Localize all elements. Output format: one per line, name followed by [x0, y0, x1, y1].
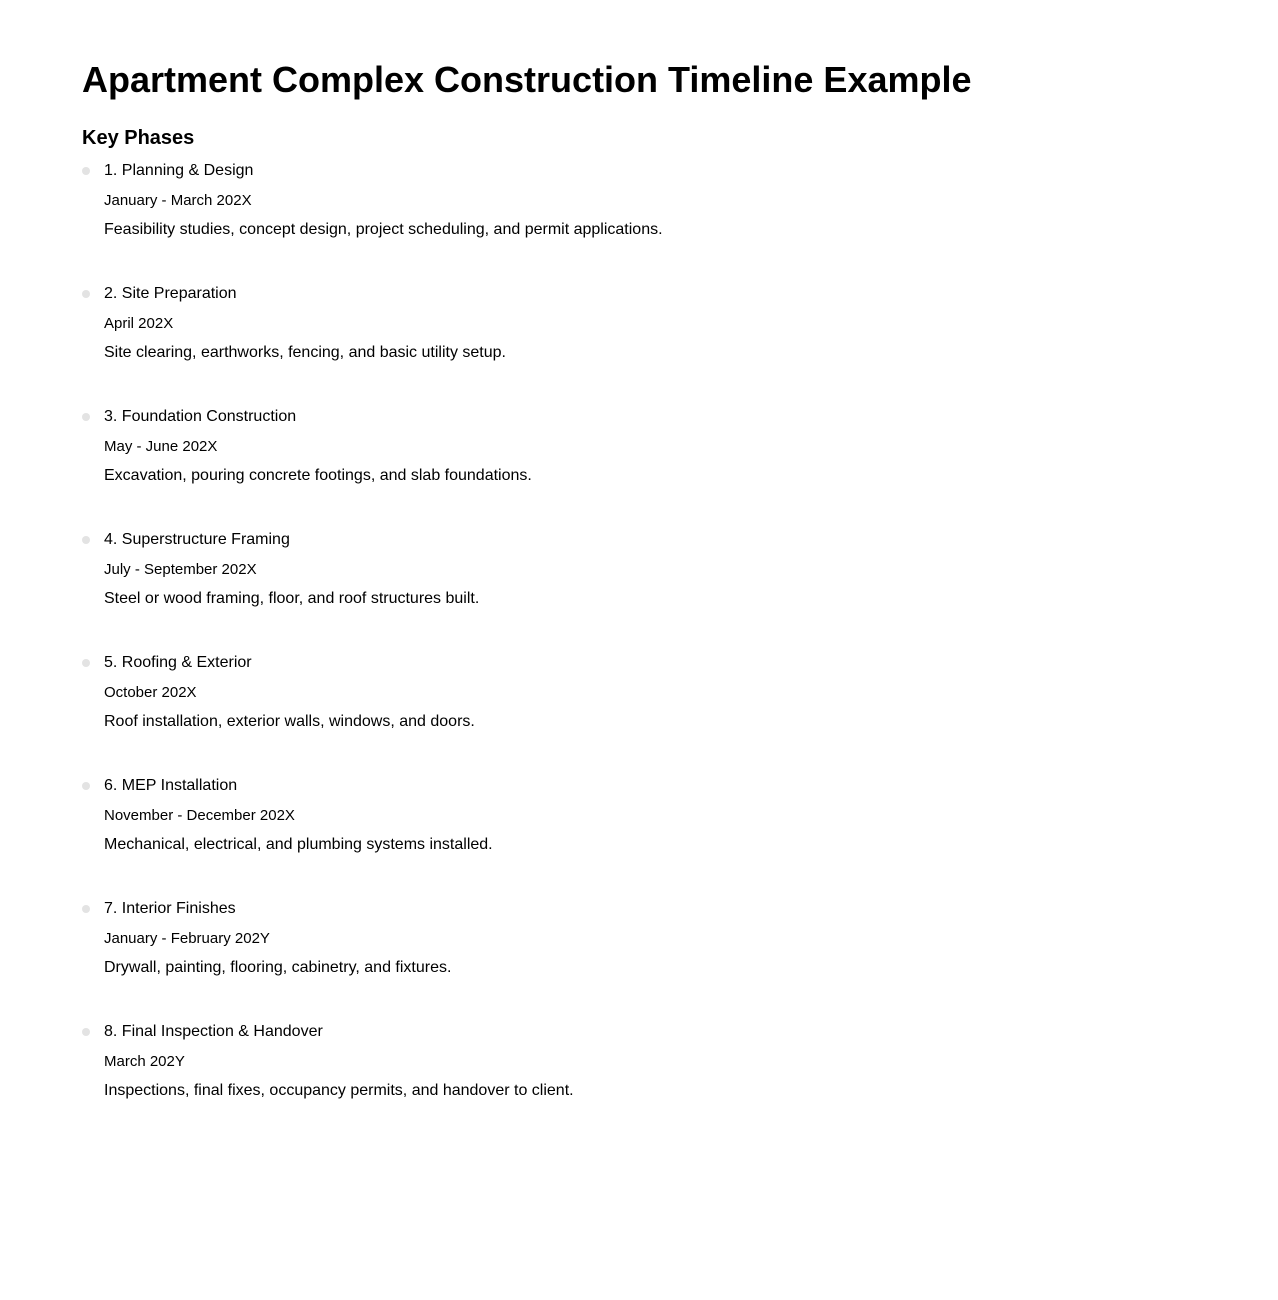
phase-item — [82, 900, 982, 1005]
phase-name: 5. Roofing & Exterior — [104, 654, 252, 671]
phase-name: 7. Interior Finishes — [104, 900, 236, 917]
bullet-icon — [82, 659, 90, 667]
phase-name: 2. Site Preparation — [104, 285, 237, 302]
phase-description: Site clearing, earthworks, fencing, and basic utility setup. — [104, 344, 506, 361]
phase-item — [82, 162, 982, 267]
page-title: Apartment Complex Construction Timeline Example — [82, 59, 972, 100]
phase-description: Excavation, pouring concrete footings, and slab foundations. — [104, 467, 532, 484]
phase-name: 3. Foundation Construction — [104, 408, 297, 425]
phase-dates: May - June 202X — [104, 438, 218, 455]
phase-description: Roof installation, exterior walls, windows, and doors. — [104, 713, 475, 730]
bullet-icon — [82, 782, 90, 790]
bullet-icon — [82, 905, 90, 913]
bullet-icon — [82, 290, 90, 298]
phase-description: Steel or wood framing, floor, and roof structures built. — [104, 590, 480, 607]
phase-item — [82, 285, 982, 390]
phase-item — [82, 654, 982, 759]
phase-description: Mechanical, electrical, and plumbing systems installed. — [104, 836, 493, 853]
phase-dates: January - February 202Y — [104, 930, 270, 947]
phase-dates: November - December 202X — [104, 807, 295, 824]
phase-item — [82, 531, 982, 636]
phase-description: Drywall, painting, flooring, cabinetry, and fixtures. — [104, 959, 452, 976]
phase-name: 4. Superstructure Framing — [104, 531, 290, 548]
bullet-icon — [82, 167, 90, 175]
phase-name: 1. Planning & Design — [104, 162, 254, 179]
phase-dates: March 202Y — [104, 1053, 185, 1070]
phase-dates: January - March 202X — [104, 192, 252, 209]
phase-dates: July - September 202X — [104, 561, 257, 578]
phase-name: 6. MEP Installation — [104, 777, 238, 794]
phase-dates: October 202X — [104, 684, 197, 701]
phase-description: Inspections, final fixes, occupancy permits, and handover to client. — [104, 1082, 574, 1099]
phase-name: 8. Final Inspection & Handover — [104, 1023, 323, 1040]
phase-description: Feasibility studies, concept design, project scheduling, and permit applications. — [104, 221, 663, 238]
phase-item — [82, 1023, 982, 1128]
phase-item — [82, 408, 982, 513]
section-heading-key-phases: Key Phases — [82, 127, 195, 149]
phase-dates: April 202X — [104, 315, 174, 332]
bullet-icon — [82, 536, 90, 544]
bullet-icon — [82, 1028, 90, 1036]
bullet-icon — [82, 413, 90, 421]
phase-item — [82, 777, 982, 882]
